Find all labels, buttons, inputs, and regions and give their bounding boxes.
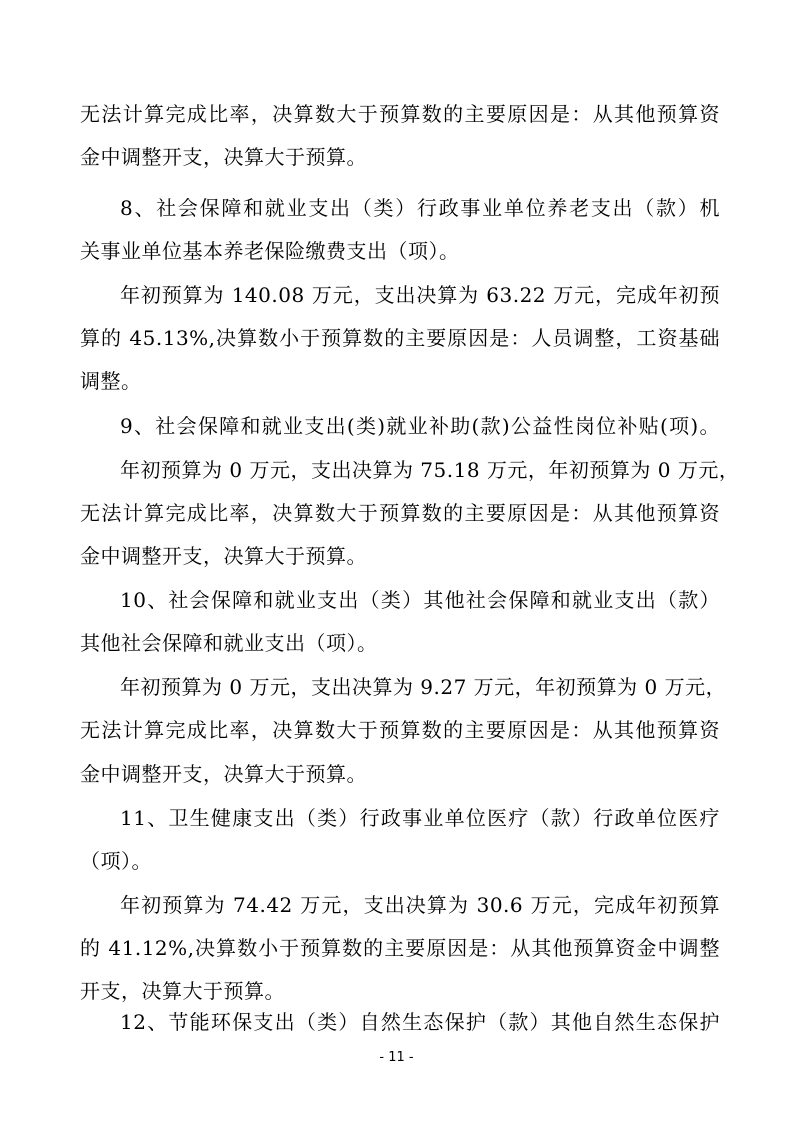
text-line: 金中调整开支，决算大于预算。: [80, 544, 367, 568]
text-line: 年初预算为 0 万元，支出决算为 75.18 万元，年初预算为 0 万元，: [120, 458, 740, 482]
section-heading-12: 12、节能环保支出（类）自然生态保护（款）其他自然生态保护: [120, 1010, 720, 1034]
text-line: 金中调整开支，决算大于预算。: [80, 145, 367, 169]
section-heading-10: 10、社会保障和就业支出（类）其他社会保障和就业支出（款）: [120, 588, 720, 612]
text-line: 年初预算为 140.08 万元，支出决算为 63.22 万元，完成年初预: [120, 283, 720, 307]
text-line: 算的 45.13%,决算数小于预算数的主要原因是：人员调整，工资基础: [80, 326, 720, 350]
text-line: 开支，决算大于预算。: [80, 979, 285, 1003]
text-line: 年初预算为 74.42 万元，支出决算为 30.6 万元，完成年初预算: [120, 893, 720, 917]
section-heading-11: 11、卫生健康支出（类）行政事业单位医疗（款）行政单位医疗: [120, 806, 720, 830]
section-heading-8: 8、社会保障和就业支出（类）行政事业单位养老支出（款）机: [120, 196, 720, 220]
page-number: - 11 -: [379, 1050, 414, 1065]
text-line: 无法计算完成比率，决算数大于预算数的主要原因是：从其他预算资: [80, 718, 720, 742]
text-line: 调整。: [80, 369, 142, 393]
text-line: 无法计算完成比率，决算数大于预算数的主要原因是：从其他预算资: [80, 501, 720, 525]
text-line: 金中调整开支，决算大于预算。: [80, 762, 367, 786]
section-heading-11-cont: （项）。: [80, 849, 152, 873]
text-line: 年初预算为 0 万元，支出决算为 9.27 万元，年初预算为 0 万元，: [120, 675, 727, 699]
section-heading-10-cont: 其他社会保障和就业支出（项）。: [80, 631, 378, 655]
section-heading-9: 9、社会保障和就业支出(类)就业补助(款)公益性岗位补贴(项)。: [120, 414, 720, 438]
text-line: 的 41.12%,决算数小于预算数的主要原因是：从其他预算资金中调整: [80, 936, 720, 960]
text-line: 无法计算完成比率，决算数大于预算数的主要原因是：从其他预算资: [80, 102, 720, 126]
section-heading-8-cont: 关事业单位基本养老保险缴费支出（项）。: [80, 239, 460, 263]
